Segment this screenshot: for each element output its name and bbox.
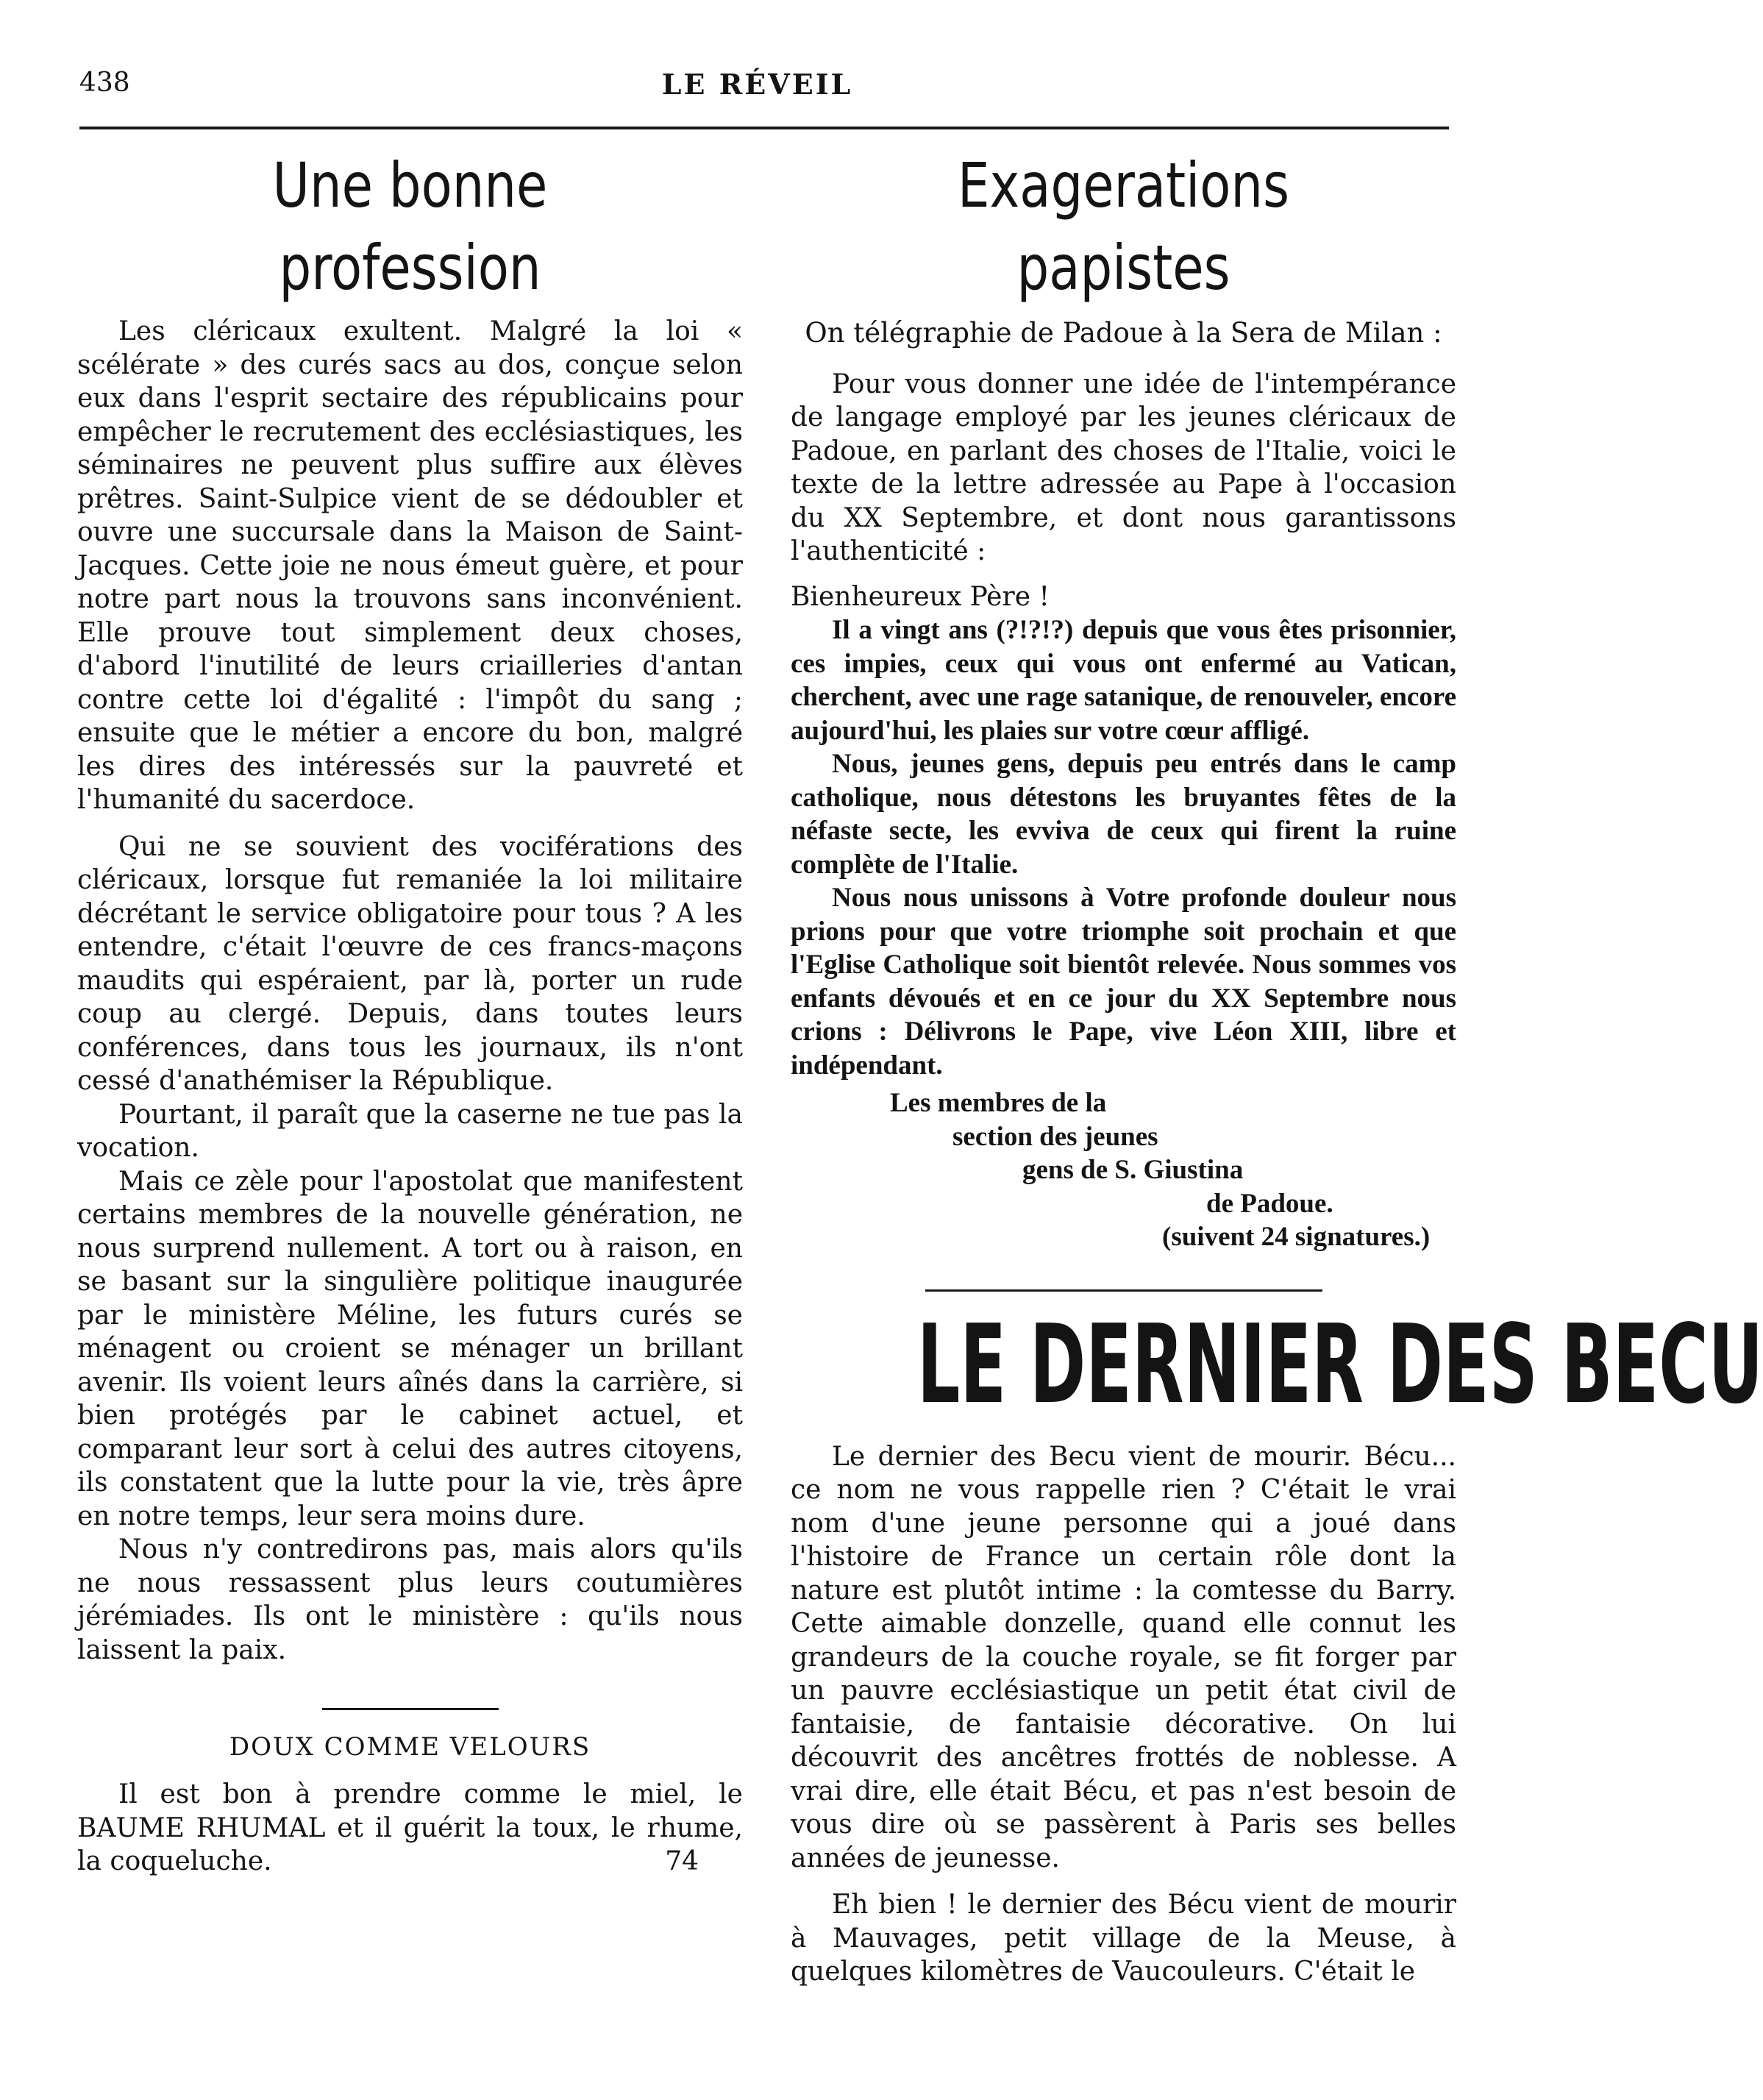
right-divider <box>925 1289 1322 1292</box>
letter-salutation: Bienheureux Père ! <box>791 581 1050 612</box>
telegram-intro: Pour vous donner une idée de l'intempérance de langage employé par les jeunes cléricaux de Padoue, en parlant des choses de l'Italie, voici le texte de la lettre adressée au Pape à l'occasion du XX Septembre, et dont nous garantissons l'authenticité : <box>791 369 1456 566</box>
telegram-lead: On télégraphie de Padoue à la Sera de Milan : <box>805 317 1442 349</box>
left-column <box>77 144 743 1879</box>
left-paragraph: Qui ne se souvient des vociférations des cléricaux, lorsque fut remaniée la loi militaire décrétant le service obligatoire pour tous ? A les entendre, c'était l'œuvre de ces francs-maçons maudits qui espéraient, par là, porter un rude coup au clergé. Depuis, dans toutes leurs conférences, dans tous les journaux, ils n'ont cessé d'anathémiser la République. <box>77 831 743 1096</box>
becu-paragraph: Le dernier des Becu vient de mourir. Bécu... ce nom ne vous rappelle rien ? C'était le vrai nom d'une jeune personne qui a joué dans l'histoire de France un certain rôle dont la nature est plutôt intime : la comtesse du Barry. Cette aimable donzelle, quand elle connut les grandeurs de la couche royale, se fit forger par un pauvre ecclésiastique un petit état civil de fantaisie, de fantaisie décorative. On lui découvrit des ancêtres frottés de noblesse. A vrai dire, elle était Bécu, et pas n'est besoin de vous dire où se passèrent à Paris ses belles années de jeunesse. <box>791 1441 1456 1873</box>
left-paragraph: Pourtant, il paraît que la caserne ne tue pas la vocation. <box>77 1099 743 1163</box>
left-paragraph: Les cléricaux exultent. Malgré la loi « scélérate » des curés sacs au dos, conçue selon eux dans l'esprit sectaire des républicains pour empêcher le recrutement des ecclésiastiques, les séminaires ne peuvent plus suffire aux élèves prêtres. Saint-Sulpice vient de se dédoubler et ouvre une succursale dans la Maison de Saint-Jacques. Cette joie ne nous émeut guère, et pour notre part nous la trouvons sans inconvénient. Elle prouve tout simplement deux choses, d'abord l'inutilité de leurs criailleries d'antan contre cette loi d'égalité : l'impôt du sang ; ensuite que le métier a encore du bon, malgré les dires des intéressés sur la pauvreté et l'humanité du sacerdoce. <box>77 316 743 815</box>
ad-number: 74 <box>665 1846 699 1876</box>
letter-paragraph: Nous nous unissons à Votre profonde douleur nous prions pour que votre triomphe soit prochain et que l'Eglise Catholique soit bientôt relevée. Nous sommes vos enfants dévoués et en ce jour du XX Septembre nous crions : Délivrons le Pape, vive Léon XIII, libre et indépendant. <box>791 883 1456 1081</box>
right-headline: Exagerations papistes <box>958 149 1289 304</box>
becu-headline: LE DERNIER DES BECU <box>916 1300 1763 1428</box>
left-divider <box>322 1708 499 1710</box>
header-rule <box>79 127 1449 129</box>
letter-paragraph: Il a vingt ans (?!?!?) depuis que vous êtes prisonnier, ces impies, ceux qui vous ont enfermé au Vatican, cherchent, avec une rage satanique, de renouveler, encore aujourd'hui, les plaies sur votre cœur affligé. <box>791 615 1457 746</box>
letter-signature: Les membres de la section des jeunes gens de S. Giustina de Padoue. (suivent 24 signatures.) <box>890 1088 1431 1252</box>
page-number: 438 <box>79 68 130 98</box>
becu-paragraph: Eh bien ! le dernier des Bécu vient de mourir à Mauvages, petit village de la Meuse, à quelques kilomètres de Vaucouleurs. C'était le <box>791 1890 1456 1987</box>
ad-text: Il est bon à prendre comme le miel, le BAUME RHUMAL et il guérit la toux, le rhume, la coqueluche. 74 <box>77 1778 743 1879</box>
right-column <box>791 144 1763 1989</box>
masthead: LE RÉVEIL <box>661 68 853 101</box>
left-paragraph: Nous n'y contredirons pas, mais alors qu'ils ne nous ressassent plus leurs coutumières jérémiades. Ils ont le ministère : qu'ils nous laissent la paix. <box>77 1534 743 1665</box>
left-paragraph: Mais ce zèle pour l'apostolat que manifestent certains membres de la nouvelle génération, ne nous surprend nullement. A tort ou à raison, en se basant sur la singulière politique inaugurée par le ministère Méline, les futurs curés se ménagent ou croient se ménager un brillant avenir. Ils voient leurs aînés dans la carrière, si bien protégés par le cabinet actuel, et comparant leur sort à celui des autres citoyens, ils constatent que la lutte pour la vie, très âpre en notre temps, leur sera moins dure. <box>77 1166 743 1531</box>
left-headline: Une bonne profession <box>272 149 548 304</box>
ad-title: DOUX COMME VELOURS <box>229 1732 591 1762</box>
letter-paragraph: Nous, jeunes gens, depuis peu entrés dans le camp catholique, nous détestons les bruyantes fêtes de la néfaste secte, les evviva de ceux qui firent la ruine complète de l'Italie. <box>791 749 1456 880</box>
